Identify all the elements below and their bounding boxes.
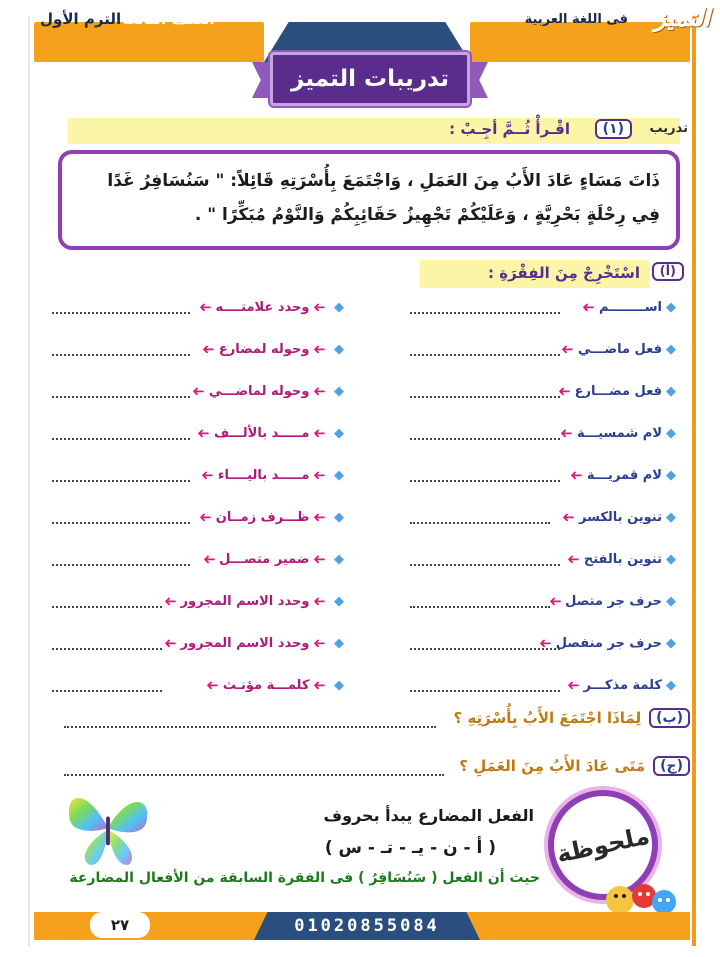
question-b-tag: (ب) (649, 708, 690, 728)
left-item-label: وحدد الاسم المجرور (180, 593, 310, 609)
footer-phone: 01020855084 (294, 916, 440, 936)
answer-line[interactable] (410, 678, 560, 692)
paragraph-line: فِي رِحْلَةٍ بَحْرِيَّةٍ ، وَعَلَيْكُمْ تَجْهِيزُ حَقَائِبِكُمْ وَالنَّوْمُ مُبَكِّرًا " . (194, 205, 660, 225)
left-item-label: ظـــرف زمــان (215, 509, 310, 525)
diamond-icon: ◆ (666, 677, 676, 693)
left-item (202, 674, 344, 696)
arrow-left-icon: ➜ (558, 382, 571, 400)
left-item-label: وحوله لماضـــي (209, 383, 310, 399)
right-item (557, 338, 676, 360)
right-item (556, 422, 676, 444)
answer-line[interactable] (410, 636, 560, 650)
diamond-icon: ◆ (666, 551, 676, 567)
term-label: الترم الأول (40, 10, 122, 28)
arrow-left-icon: ➜ (548, 592, 562, 610)
question-b-text: لِمَاذَا اجْتَمَعَ الأَبُ بِأُسْرَتِهِ ؟ (453, 709, 642, 727)
diamond-icon: ◆ (666, 299, 676, 315)
right-item-label: فعل ماضـــي (578, 341, 662, 357)
diamond-icon: ◆ (334, 383, 344, 399)
left-item-label: ضمير متصـــل (219, 551, 310, 567)
grade-label: الصف الثالث (122, 10, 215, 28)
grid-row (0, 674, 720, 696)
answer-line[interactable] (52, 300, 190, 314)
arrow-left-icon: ➜ (199, 508, 212, 526)
arrow-left-icon: ➜ (313, 634, 326, 652)
arrow-left-icon: ➜ (313, 508, 326, 526)
grid-row (0, 464, 720, 486)
exercise-number: (١) (595, 119, 632, 139)
right-item (554, 380, 676, 402)
left-item (193, 422, 344, 444)
exercise-label: تدريب (649, 121, 688, 136)
diamond-icon: ◆ (666, 593, 676, 609)
answer-line[interactable] (410, 510, 550, 524)
answer-line[interactable] (410, 468, 560, 482)
left-item (188, 380, 344, 402)
diamond-icon: ◆ (334, 509, 344, 525)
right-item (566, 464, 676, 486)
arrow-left-icon: ➜ (567, 550, 580, 568)
left-item (195, 296, 344, 318)
arrow-left-icon: ➜ (202, 340, 215, 358)
answer-line[interactable] (52, 636, 162, 650)
arrow-left-icon: ➜ (206, 676, 219, 694)
question-c-tag: (ج) (653, 756, 690, 776)
answer-line[interactable] (410, 384, 560, 398)
part-a-tag: (أ) (652, 262, 684, 281)
diamond-icon: ◆ (666, 509, 676, 525)
left-item (160, 632, 344, 654)
arrow-left-icon: ➜ (313, 424, 326, 442)
right-item-label: حرف جر متصل (565, 593, 662, 609)
diamond-icon: ◆ (334, 299, 344, 315)
arrow-left-icon: ➜ (313, 382, 326, 400)
diamond-icon: ◆ (666, 383, 676, 399)
brand-subtitle: فى اللغة العربية (524, 12, 628, 27)
arrow-left-icon: ➜ (539, 634, 552, 652)
answer-line[interactable] (52, 342, 190, 356)
butterfly-icon (60, 780, 156, 876)
part-a-title: اسْتَخْرِجْ مِنَ الفِقْرَةِ : (488, 264, 640, 282)
right-item-label: كلمة مذكـــر (583, 677, 662, 693)
question-b (454, 704, 690, 732)
answer-line[interactable] (52, 678, 162, 692)
arrow-left-icon: ➜ (562, 508, 576, 526)
right-item-label: حرف جر منفصل (555, 635, 662, 651)
grid-row (0, 632, 720, 654)
right-item-label: لام شمسيـــة (577, 425, 662, 441)
grid-row (0, 422, 720, 444)
left-item-label: كلمـــة مؤنـث (222, 677, 310, 693)
page-title (270, 52, 470, 106)
diamond-icon: ◆ (334, 551, 344, 567)
arrow-left-icon: ➜ (561, 340, 575, 358)
question-c-text: مَتَى عَادَ الأَبُ مِنَ العَمَلِ ؟ (459, 757, 646, 775)
note-line-2: ( أ - ن - يـ - تـ - س ) (324, 838, 496, 858)
answer-b-line[interactable] (64, 714, 436, 728)
left-item (198, 338, 344, 360)
arrow-left-icon: ➜ (192, 382, 205, 400)
grid-row (0, 338, 720, 360)
arrow-left-icon: ➜ (313, 550, 326, 568)
diamond-icon: ◆ (334, 341, 344, 357)
right-item (578, 296, 676, 318)
right-item-label: فعل مضـــارع (574, 383, 662, 399)
answer-line[interactable] (410, 426, 560, 440)
right-item (563, 674, 676, 696)
exercise-instruction: اقْـرأْ ثُــمَّ أجِـبْ : (449, 120, 570, 138)
answer-line[interactable] (410, 300, 560, 314)
diamond-icon: ◆ (334, 677, 344, 693)
diamond-icon: ◆ (666, 341, 676, 357)
left-item-label: وحدد علامتــــه (215, 299, 310, 315)
answer-line[interactable] (410, 552, 560, 566)
left-item-label: وحدد الاسم المجرور (180, 635, 310, 651)
right-item-label: تنوين بالفتح (583, 551, 662, 567)
diamond-icon: ◆ (666, 425, 676, 441)
diamond-icon: ◆ (334, 425, 344, 441)
brand-logo: التميز (654, 4, 710, 32)
right-item-label: تنوين بالكسر (579, 509, 662, 525)
arrow-left-icon: ➜ (163, 634, 177, 652)
note-badge-text: ملحوظة (554, 821, 652, 869)
arrow-left-icon: ➜ (582, 298, 596, 316)
diamond-icon: ◆ (334, 467, 344, 483)
answer-line[interactable] (52, 426, 190, 440)
arrow-left-icon: ➜ (163, 592, 177, 610)
grid-row (0, 296, 720, 318)
left-item (195, 506, 344, 528)
answer-line[interactable] (410, 342, 560, 356)
arrow-left-icon: ➜ (197, 424, 210, 442)
right-item-label: اســــــــم (599, 299, 662, 315)
answer-line[interactable] (52, 384, 190, 398)
arrow-left-icon: ➜ (313, 676, 326, 694)
answer-line[interactable] (52, 552, 190, 566)
note-line-3: حيث أن الفعل ( سَنُسَافِرُ ) فى الفقرة السابقة من الأفعال المضارعة (69, 870, 540, 886)
arrow-left-icon: ➜ (201, 466, 214, 484)
diamond-icon: ◆ (334, 635, 344, 651)
arrow-left-icon: ➜ (198, 298, 212, 316)
answer-c-line[interactable] (64, 762, 444, 776)
right-item (558, 506, 676, 528)
left-item-label: مـــــد بالألـــف (213, 425, 310, 441)
arrow-left-icon: ➜ (313, 592, 326, 610)
page-title-text: تدريبات التميز (291, 66, 449, 92)
reading-paragraph (58, 150, 680, 250)
paragraph-line: ذَاتَ مَسَاءٍ عَادَ الأَبُ مِنَ العَمَلِ ، وَاجْتَمَعَ بِأُسْرَتِهِ قَائِلاً: " سَنُسَافِرُ غَدًا (107, 171, 660, 191)
answer-line[interactable] (410, 594, 550, 608)
right-item (545, 590, 676, 612)
left-item (199, 548, 344, 570)
left-item-label: وحوله لمضارع (218, 341, 310, 357)
left-item (160, 590, 344, 612)
left-item-label: مـــــد باليــــاء (217, 467, 310, 483)
grid-row (0, 590, 720, 612)
diamond-icon: ◆ (666, 467, 676, 483)
arrow-left-icon: ➜ (566, 676, 580, 694)
note-line-1: الفعل المضارع يبدأ بحروف (323, 806, 534, 825)
grid-row (0, 506, 720, 528)
grid-row (0, 380, 720, 402)
right-item (563, 548, 676, 570)
answer-line[interactable] (52, 468, 190, 482)
right-item-label: لام قمريـــة (586, 467, 662, 483)
arrow-left-icon: ➜ (313, 298, 326, 316)
arrow-left-icon: ➜ (202, 550, 216, 568)
diamond-icon: ◆ (666, 635, 676, 651)
answer-line[interactable] (52, 510, 190, 524)
answer-line[interactable] (52, 594, 162, 608)
arrow-left-icon: ➜ (313, 466, 326, 484)
left-item (197, 464, 344, 486)
question-c (459, 752, 690, 780)
arrow-left-icon: ➜ (570, 466, 583, 484)
grid-row (0, 548, 720, 570)
diamond-icon: ◆ (334, 593, 344, 609)
arrow-left-icon: ➜ (560, 424, 574, 442)
page-number: ٢٧ (90, 912, 150, 938)
exercise-heading-bar (68, 118, 680, 144)
arrow-left-icon: ➜ (313, 340, 326, 358)
